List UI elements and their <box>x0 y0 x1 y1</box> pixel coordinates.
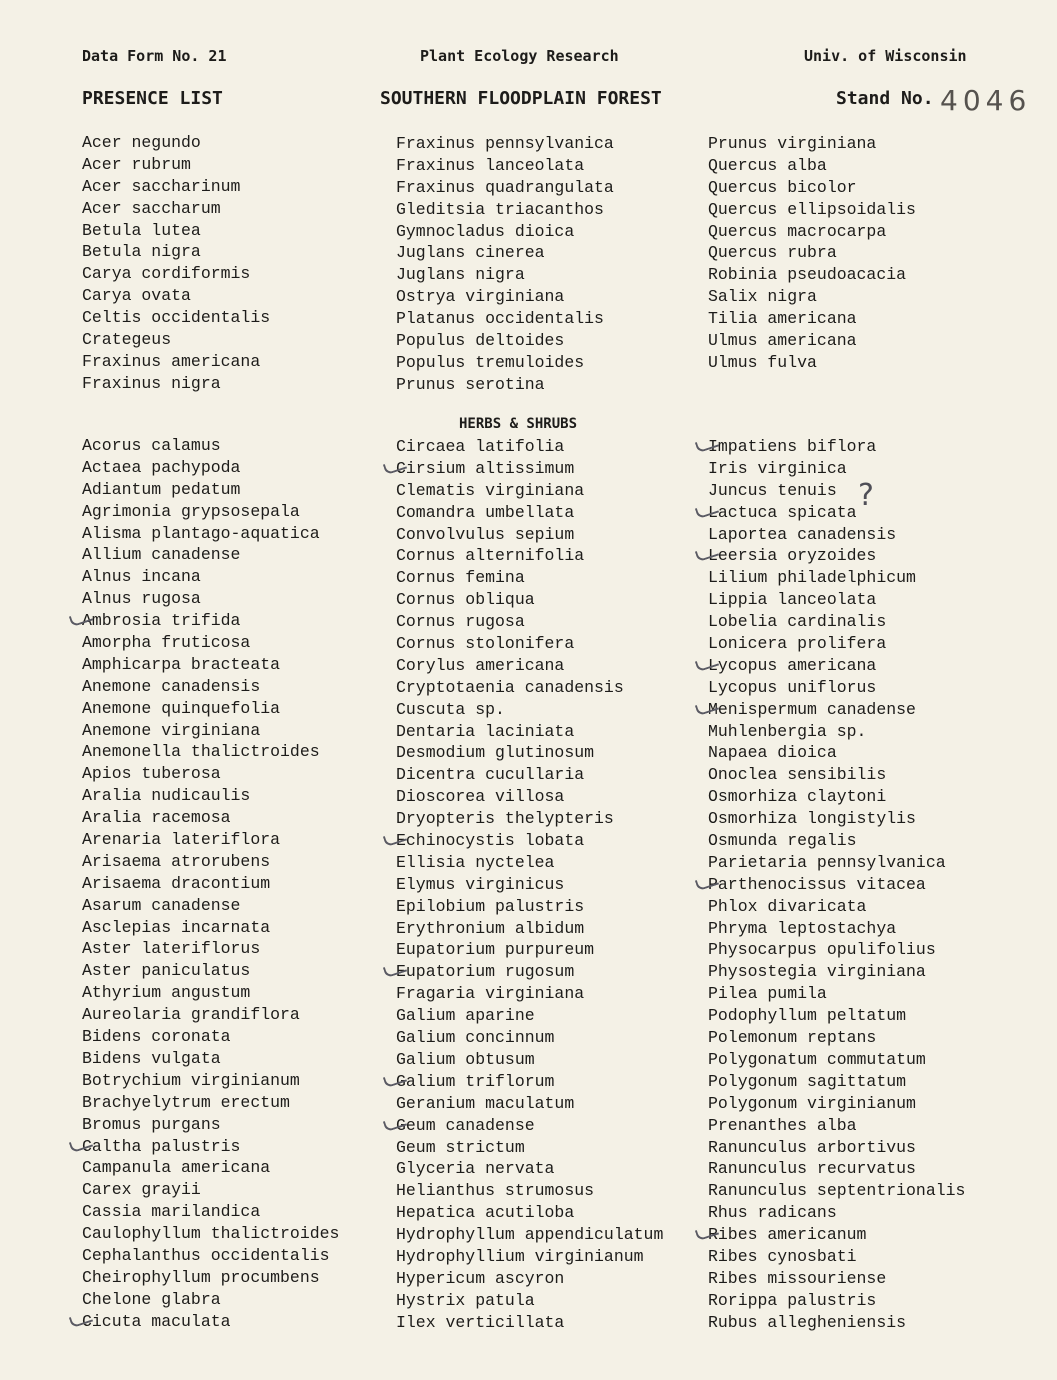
species-item: Populus tremuloides <box>396 352 585 372</box>
species-item: Napaea dioica <box>708 743 837 763</box>
species-item: Campanula americana <box>82 1158 271 1178</box>
species-item: Betula nigra <box>82 242 201 262</box>
species-item: Cornus alternifolia <box>396 546 585 566</box>
species-item: Cuscuta sp. <box>396 699 505 719</box>
question-mark-annotation: ? <box>858 478 874 513</box>
species-item: Galium aparine <box>396 1006 535 1026</box>
species-item: Cheirophyllum procumbens <box>82 1267 320 1287</box>
species-item: Iris virginica <box>708 458 847 478</box>
species-item: Anemone canadensis <box>82 676 261 696</box>
species-item: Erythronium albidum <box>396 918 585 938</box>
species-item-checked: Cicuta maculata <box>82 1311 339 1333</box>
species-item: Ranunculus septentrionalis <box>708 1181 966 1201</box>
species-item: Allium canadense <box>82 545 241 565</box>
species-item: Lobelia cardinalis <box>708 612 887 632</box>
species-item: Asclepias incarnata <box>82 917 271 937</box>
species-item: Anemonella thalictroides <box>82 742 320 762</box>
species-item: Populus deltoides <box>396 331 565 351</box>
species-item-checked: Impatiens biflora <box>708 436 965 458</box>
species-item: Apios tuberosa <box>82 764 221 784</box>
species-item: Osmunda regalis <box>708 831 857 851</box>
species-item: Ribes cynosbati <box>708 1246 857 1266</box>
species-item: Ulmus fulva <box>708 352 817 372</box>
herbs-column-3 <box>708 436 965 1334</box>
species-item: Dicentra cucullaria <box>396 765 585 785</box>
species-item: Physocarpus opulifolius <box>708 940 936 960</box>
trees-column-1 <box>82 132 270 395</box>
species-item: Helianthus strumosus <box>396 1181 595 1201</box>
species-item: Hydrophyllum appendiculatum <box>396 1225 664 1245</box>
species-item: Adiantum pedatum <box>82 479 241 499</box>
species-item: Botrychium virginianum <box>82 1070 300 1090</box>
herbs-column-2 <box>396 436 663 1334</box>
species-item: Prunus serotina <box>396 374 545 394</box>
species-item: Carya ovata <box>82 286 191 306</box>
species-item: Ellisia nyctelea <box>396 852 555 872</box>
species-item: Amphicarpa bracteata <box>82 654 281 674</box>
species-item: Rhus radicans <box>708 1203 837 1223</box>
species-item: Polygonatum commutatum <box>708 1049 926 1069</box>
species-item: Carex grayii <box>82 1180 201 1200</box>
species-item: Acer rubrum <box>82 154 191 174</box>
stand-label: Stand No. <box>836 88 934 109</box>
species-item: Pilea pumila <box>708 984 827 1004</box>
species-item: Aralia nudicaulis <box>82 786 251 806</box>
species-item: Bidens coronata <box>82 1027 231 1047</box>
species-item-checked: Geum canadense <box>396 1115 663 1137</box>
species-item: Desmodium glutinosum <box>396 743 595 763</box>
species-item: Arenaria lateriflora <box>82 830 281 850</box>
species-item: Ranunculus arbortivus <box>708 1137 916 1157</box>
species-item: Hydrophyllium virginianum <box>396 1246 644 1266</box>
species-item: Lilium philadelphicum <box>708 568 916 588</box>
species-item: Fraxinus americana <box>82 351 261 371</box>
species-item: Hepatica acutiloba <box>396 1203 575 1223</box>
species-item: Acer saccharinum <box>82 176 241 196</box>
species-item: Ilex verticillata <box>396 1312 565 1332</box>
species-item: Dioscorea villosa <box>396 787 565 807</box>
species-item: Gymnocladus dioica <box>396 221 575 241</box>
species-item: Geranium maculatum <box>396 1093 575 1113</box>
stand-number-handwritten: 4046 <box>940 84 1032 117</box>
university: Univ. of Wisconsin <box>804 47 967 65</box>
species-item: Polygonum virginianum <box>708 1093 916 1113</box>
species-item: Parietaria pennsylvanica <box>708 852 946 872</box>
species-item: Aster paniculatus <box>82 961 251 981</box>
species-item: Polygonum sagittatum <box>708 1071 907 1091</box>
species-item-checked: Menispermum canadense <box>708 699 965 721</box>
species-item: Geum strictum <box>396 1137 525 1157</box>
species-item: Actaea pachypoda <box>82 457 241 477</box>
species-item: Athyrium angustum <box>82 983 251 1003</box>
species-item: Corylus americana <box>396 655 565 675</box>
species-item: Quercus alba <box>708 155 827 175</box>
species-item-checked: Galium triflorum <box>396 1071 663 1093</box>
species-item: Epilobium palustris <box>396 896 585 916</box>
species-item-checked: Ribes americanum <box>708 1224 965 1246</box>
herbs-shrubs-heading: HERBS & SHRUBS <box>459 416 578 432</box>
species-item: Gleditsia triacanthos <box>396 199 604 219</box>
species-item: Muhlenbergia sp. <box>708 721 867 741</box>
species-item: Cornus stolonifera <box>396 634 575 654</box>
species-item-checked: Parthenocissus vitacea <box>708 874 965 896</box>
species-item: Cephalanthus occidentalis <box>82 1245 330 1265</box>
species-item: Podophyllum peltatum <box>708 1006 907 1026</box>
species-item: Acer negundo <box>82 133 201 152</box>
species-item: Galium concinnum <box>396 1028 555 1048</box>
species-item: Comandra umbellata <box>396 502 575 522</box>
species-item: Platanus occidentalis <box>396 309 604 329</box>
species-item: Celtis occidentalis <box>82 308 271 328</box>
species-item: Osmorhiza claytoni <box>708 787 887 807</box>
species-item: Eupatorium purpureum <box>396 940 595 960</box>
species-item: Physostegia virginiana <box>708 962 926 982</box>
species-item: Crategeus <box>82 330 172 350</box>
species-item: Polemonum reptans <box>708 1028 877 1048</box>
species-item: Quercus ellipsoidalis <box>708 199 916 219</box>
species-item: Amorpha fruticosa <box>82 633 251 653</box>
species-item: Juglans nigra <box>396 265 525 285</box>
species-item-checked: Caltha palustris <box>82 1136 339 1158</box>
species-item: Alnus incana <box>82 567 201 587</box>
species-item: Elymus virginicus <box>396 874 565 894</box>
species-item: Prunus virginiana <box>708 134 877 153</box>
species-item: Galium obtusum <box>396 1049 535 1069</box>
species-item: Circaea latifolia <box>396 437 565 456</box>
species-item: Cryptotaenia canadensis <box>396 677 624 697</box>
trees-column-2 <box>396 133 614 396</box>
species-item-checked: Echinocystis lobata <box>396 830 663 852</box>
species-item: Fraxinus pennsylvanica <box>396 134 614 153</box>
species-item: Cassia marilandica <box>82 1202 261 1222</box>
species-item: Rubus allegheniensis <box>708 1312 907 1332</box>
species-item-checked: Ambrosia trifida <box>82 610 339 632</box>
species-item: Bromus purgans <box>82 1114 221 1134</box>
species-item: Clematis virginiana <box>396 480 585 500</box>
species-item: Juncus tenuis <box>708 480 837 500</box>
species-item: Fraxinus quadrangulata <box>396 177 614 197</box>
species-item: Juglans cinerea <box>396 243 545 263</box>
species-item: Robinia pseudoacacia <box>708 265 907 285</box>
species-item: Hypericum ascyron <box>396 1268 565 1288</box>
species-item: Quercus bicolor <box>708 177 857 197</box>
species-item: Aralia racemosa <box>82 808 231 828</box>
species-item-checked: Eupatorium rugosum <box>396 961 663 983</box>
herbs-column-1 <box>82 435 339 1333</box>
species-item: Cornus femina <box>396 568 525 588</box>
species-item: Convolvulus sepium <box>396 524 575 544</box>
list-title: PRESENCE LIST <box>82 88 223 109</box>
species-item: Caulophyllum thalictroides <box>82 1224 340 1244</box>
species-item: Osmorhiza longistylis <box>708 809 916 829</box>
species-item: Aureolaria grandiflora <box>82 1005 300 1025</box>
species-item: Anemone virginiana <box>82 720 261 740</box>
species-item: Quercus macrocarpa <box>708 221 887 241</box>
species-item: Bidens vulgata <box>82 1048 221 1068</box>
species-item: Quercus rubra <box>708 243 837 263</box>
form-number: Data Form No. 21 <box>82 47 227 65</box>
species-item-checked: Lycopus americana <box>708 655 965 677</box>
species-item: Dryopteris thelypteris <box>396 809 614 829</box>
organization: Plant Ecology Research <box>420 47 619 65</box>
species-item: Acer saccharum <box>82 198 221 218</box>
species-item: Arisaema dracontium <box>82 873 271 893</box>
species-item: Lonicera prolifera <box>708 634 887 654</box>
species-item: Hystrix patula <box>396 1290 535 1310</box>
species-item: Dentaria laciniata <box>396 721 575 741</box>
species-item: Chelone glabra <box>82 1289 221 1309</box>
species-item: Arisaema atrorubens <box>82 851 271 871</box>
trees-column-3 <box>708 133 916 374</box>
species-item: Ostrya virginiana <box>396 287 565 307</box>
species-item: Cornus rugosa <box>396 612 525 632</box>
species-item: Prenanthes alba <box>708 1115 857 1135</box>
species-item: Onoclea sensibilis <box>708 765 887 785</box>
species-item: Phlox divaricata <box>708 896 867 916</box>
species-item: Carya cordiformis <box>82 264 251 284</box>
species-item: Tilia americana <box>708 309 857 329</box>
species-item: Ulmus americana <box>708 331 857 351</box>
species-item: Phryma leptostachya <box>708 918 897 938</box>
species-item: Ribes missouriense <box>708 1268 887 1288</box>
species-item: Alnus rugosa <box>82 589 201 609</box>
species-item-checked: Leersia oryzoides <box>708 545 965 567</box>
species-item: Salix nigra <box>708 287 817 307</box>
species-item: Aster lateriflorus <box>82 939 261 959</box>
species-item: Fraxinus lanceolata <box>396 155 585 175</box>
species-item: Agrimonia grypsosepala <box>82 501 300 521</box>
species-item: Brachyelytrum erectum <box>82 1092 290 1112</box>
species-item: Fragaria virginiana <box>396 984 585 1004</box>
species-item: Anemone quinquefolia <box>82 698 281 718</box>
species-item: Acorus calamus <box>82 436 221 455</box>
species-item: Ranunculus recurvatus <box>708 1159 916 1179</box>
species-item: Lycopus uniflorus <box>708 677 877 697</box>
species-item: Fraxinus nigra <box>82 373 221 393</box>
species-item: Asarum canadense <box>82 895 241 915</box>
species-item: Lippia lanceolata <box>708 590 877 610</box>
species-item: Laportea canadensis <box>708 524 897 544</box>
species-item: Betula lutea <box>82 220 201 240</box>
species-item-checked: Cirsium altissimum <box>396 458 663 480</box>
forest-type-title: SOUTHERN FLOODPLAIN FOREST <box>380 88 662 109</box>
species-item: Glyceria nervata <box>396 1159 555 1179</box>
species-item-checked: Lactuca spicata <box>708 502 965 524</box>
species-item: Rorippa palustris <box>708 1290 877 1310</box>
species-item: Alisma plantago-aquatica <box>82 523 320 543</box>
species-item: Cornus obliqua <box>396 590 535 610</box>
